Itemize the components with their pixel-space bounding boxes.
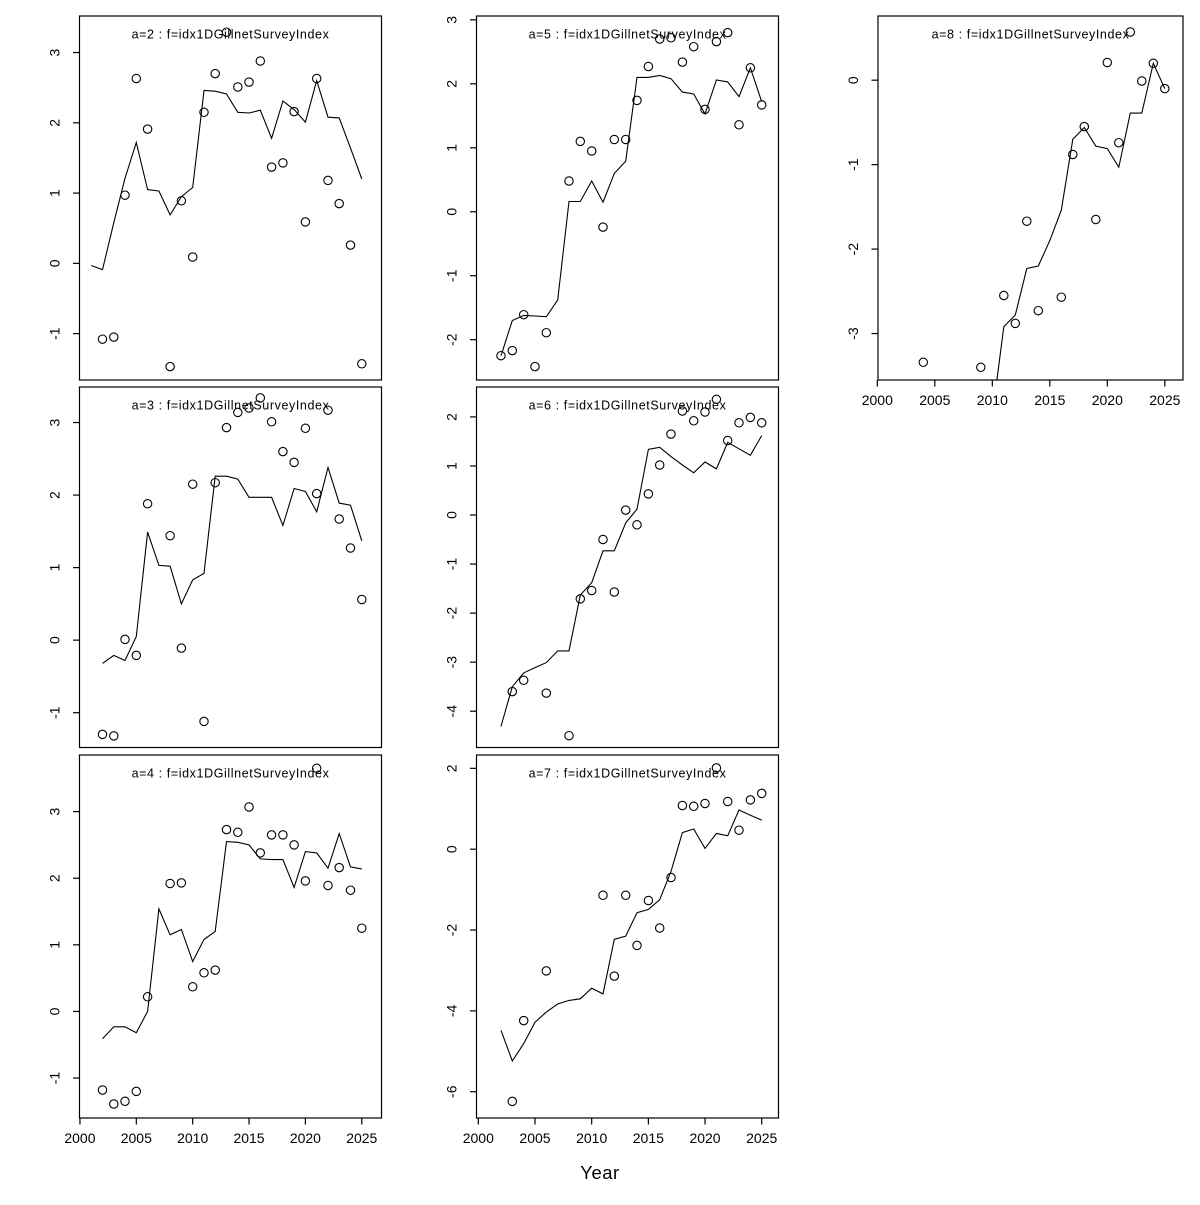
data-point	[245, 803, 253, 811]
data-point	[245, 78, 253, 86]
data-point	[143, 500, 151, 508]
data-point	[279, 831, 287, 839]
y-tick-label: 0	[46, 636, 63, 645]
data-point	[267, 163, 275, 171]
data-point	[166, 532, 174, 540]
data-point	[678, 801, 686, 809]
data-point	[98, 335, 106, 343]
data-point	[211, 966, 219, 974]
data-point	[324, 176, 332, 184]
data-point	[678, 58, 686, 66]
y-tick-label: 3	[443, 15, 460, 24]
x-axis-title: Year	[580, 1162, 620, 1183]
x-tick-label: 2005	[919, 392, 951, 408]
x-tick-label: 2025	[1149, 392, 1181, 408]
data-point	[267, 418, 275, 426]
y-tick-label: 1	[46, 563, 63, 572]
y-tick-label: -4	[443, 1004, 460, 1018]
x-tick-label: 2005	[519, 1130, 551, 1146]
data-point	[599, 223, 607, 231]
plot-title: a=4 : f=idx1DGillnetSurveyIndex	[131, 766, 330, 781]
data-point	[98, 730, 106, 738]
x-tick-label: 2010	[576, 1130, 608, 1146]
data-point	[610, 972, 618, 980]
data-point	[520, 1016, 528, 1024]
y-tick-label: -6	[443, 1085, 460, 1098]
plot-title: a=7 : f=idx1DGillnetSurveyIndex	[528, 766, 727, 781]
y-tick-label: 0	[443, 207, 460, 216]
fit-line	[501, 436, 762, 727]
y-tick-label: -1	[844, 158, 861, 171]
data-point	[565, 177, 573, 185]
plot-title: a=5 : f=idx1DGillnetSurveyIndex	[528, 27, 727, 42]
x-tick-label: 2020	[289, 1130, 321, 1146]
data-point	[256, 57, 264, 65]
data-point	[644, 896, 652, 904]
y-tick-label: -1	[443, 557, 460, 571]
y-tick-label: 1	[46, 189, 63, 197]
data-point	[644, 490, 652, 498]
x-tick-label: 2010	[976, 392, 1008, 408]
data-point	[98, 1086, 106, 1094]
data-point	[301, 218, 309, 226]
y-tick-label: -2	[844, 242, 861, 256]
data-point	[1023, 217, 1031, 225]
data-point	[588, 586, 596, 594]
data-point	[667, 430, 675, 438]
data-point	[622, 506, 630, 514]
data-point	[508, 346, 516, 354]
data-point	[189, 983, 197, 991]
y-tick-label: -3	[443, 655, 460, 669]
x-tick-label: 2020	[689, 1130, 721, 1146]
y-tick-label: 3	[46, 418, 63, 427]
y-tick-label: 3	[46, 807, 63, 816]
data-point	[746, 796, 754, 804]
data-point	[1034, 307, 1042, 315]
y-tick-label: 0	[844, 76, 861, 85]
y-tick-label: -2	[443, 606, 460, 620]
data-point	[1103, 58, 1111, 66]
data-point	[358, 360, 366, 368]
data-point	[735, 419, 743, 427]
fit-line	[103, 834, 362, 1039]
y-tick-label: 3	[46, 48, 63, 57]
x-tick-label: 2000	[64, 1130, 96, 1146]
data-point	[1057, 293, 1065, 301]
data-point	[633, 941, 641, 949]
data-point	[531, 362, 539, 370]
data-point	[610, 588, 618, 596]
y-tick-label: 1	[443, 462, 460, 470]
data-point	[599, 891, 607, 899]
y-tick-label: -2	[443, 923, 460, 937]
plot-border	[477, 387, 779, 748]
data-point	[1080, 122, 1088, 130]
data-point	[132, 1087, 140, 1095]
plot-a4	[46, 755, 381, 1146]
data-point	[690, 417, 698, 425]
plot-border	[80, 755, 382, 1118]
y-tick-label: 1	[46, 940, 63, 949]
plot-title: a=6 : f=idx1DGillnetSurveyIndex	[528, 398, 727, 413]
x-tick-label: 2020	[1091, 392, 1123, 408]
data-point	[256, 849, 264, 857]
data-point	[189, 480, 197, 488]
data-point	[279, 447, 287, 455]
data-point	[633, 521, 641, 529]
data-point	[358, 595, 366, 603]
data-point	[1011, 319, 1019, 327]
data-point	[346, 544, 354, 552]
data-point	[132, 74, 140, 82]
data-point	[758, 789, 766, 797]
data-point	[690, 43, 698, 51]
plot-border	[80, 387, 382, 748]
y-tick-label: -4	[443, 704, 460, 718]
y-tick-label: 0	[46, 1007, 63, 1016]
y-tick-label: 1	[443, 143, 460, 152]
data-point	[735, 121, 743, 129]
data-point	[644, 62, 652, 70]
fit-line	[103, 468, 362, 664]
data-point	[542, 329, 550, 337]
y-tick-label: 2	[46, 491, 63, 499]
data-point	[177, 879, 185, 887]
data-point	[290, 458, 298, 466]
data-point	[1000, 291, 1008, 299]
data-point	[610, 135, 618, 143]
data-point	[520, 311, 528, 319]
data-point	[301, 424, 309, 432]
data-point	[565, 732, 573, 740]
data-point	[110, 1100, 118, 1108]
data-point	[599, 535, 607, 543]
y-tick-label: -2	[443, 333, 460, 346]
data-point	[143, 125, 151, 133]
data-point	[724, 797, 732, 805]
data-point	[335, 863, 343, 871]
x-tick-label: 2000	[462, 1130, 494, 1146]
data-point	[200, 717, 208, 725]
data-point	[121, 635, 129, 643]
plot-title: a=8 : f=idx1DGillnetSurveyIndex	[931, 27, 1130, 42]
data-point	[735, 826, 743, 834]
y-tick-label: 2	[443, 413, 460, 421]
plot-border	[477, 16, 779, 380]
fit-line	[501, 810, 762, 1061]
data-point	[358, 924, 366, 932]
data-point	[121, 191, 129, 199]
plot-a6	[443, 387, 778, 748]
data-point	[335, 199, 343, 207]
data-point	[576, 137, 584, 145]
data-point	[222, 423, 230, 431]
x-tick-label: 2015	[233, 1130, 265, 1146]
y-tick-label: 2	[46, 118, 63, 127]
fit-line	[501, 68, 762, 356]
data-point	[690, 802, 698, 810]
plot-border	[878, 16, 1183, 380]
y-tick-label: -1	[443, 269, 460, 282]
x-tick-label: 2015	[1034, 392, 1066, 408]
plot-a3	[46, 387, 381, 748]
plot-a2	[46, 16, 381, 380]
y-tick-label: -1	[46, 327, 63, 340]
data-point	[267, 831, 275, 839]
data-point	[758, 419, 766, 427]
data-point	[177, 644, 185, 652]
x-tick-label: 2005	[120, 1130, 152, 1146]
plot-a7	[443, 755, 778, 1146]
data-point	[166, 362, 174, 370]
data-point	[110, 732, 118, 740]
plot-title: a=2 : f=idx1DGillnetSurveyIndex	[131, 27, 330, 42]
x-tick-label: 2025	[346, 1130, 378, 1146]
data-point	[758, 101, 766, 109]
plot-border	[477, 755, 779, 1118]
y-tick-label: 2	[46, 874, 63, 883]
data-point	[1138, 77, 1146, 85]
plot-a8	[845, 16, 1183, 408]
y-tick-label: 0	[46, 259, 63, 268]
y-tick-label: -1	[46, 1071, 63, 1085]
data-point	[335, 515, 343, 523]
data-point	[542, 967, 550, 975]
y-tick-label: 0	[443, 511, 460, 519]
data-point	[1161, 84, 1169, 92]
data-point	[290, 107, 298, 115]
data-point	[301, 877, 309, 885]
data-point	[1092, 215, 1100, 223]
data-point	[588, 147, 596, 155]
data-point	[622, 891, 630, 899]
x-tick-label: 2025	[746, 1130, 778, 1146]
data-point	[520, 676, 528, 684]
y-tick-label: -3	[844, 327, 861, 340]
data-point	[656, 461, 664, 469]
data-point	[143, 993, 151, 1001]
plot-title: a=3 : f=idx1DGillnetSurveyIndex	[131, 398, 330, 413]
data-point	[324, 881, 332, 889]
data-point	[200, 969, 208, 977]
plot-border	[80, 16, 382, 380]
data-point	[542, 689, 550, 697]
data-point	[508, 1097, 516, 1105]
data-point	[701, 799, 709, 807]
data-point	[234, 828, 242, 836]
x-tick-label: 2015	[632, 1130, 664, 1146]
y-tick-label: 2	[443, 764, 460, 773]
y-tick-label: 0	[443, 845, 460, 854]
y-tick-label: 2	[443, 79, 460, 88]
data-point	[313, 489, 321, 497]
x-tick-label: 2000	[861, 392, 893, 408]
data-point	[279, 159, 287, 167]
fit-line	[91, 81, 362, 270]
data-point	[919, 358, 927, 366]
y-tick-label: -1	[46, 706, 63, 719]
data-point	[121, 1097, 129, 1105]
data-point	[1115, 139, 1123, 147]
data-point	[977, 363, 985, 371]
data-point	[166, 879, 174, 887]
data-point	[222, 825, 230, 833]
plot-a5	[443, 16, 778, 380]
data-point	[132, 651, 140, 659]
data-point	[746, 413, 754, 421]
data-point	[346, 886, 354, 894]
x-tick-label: 2010	[177, 1130, 209, 1146]
data-point	[290, 841, 298, 849]
data-point	[656, 924, 664, 932]
data-point	[211, 69, 219, 77]
data-point	[110, 333, 118, 341]
data-point	[234, 83, 242, 91]
data-point	[346, 241, 354, 249]
data-point	[189, 253, 197, 261]
